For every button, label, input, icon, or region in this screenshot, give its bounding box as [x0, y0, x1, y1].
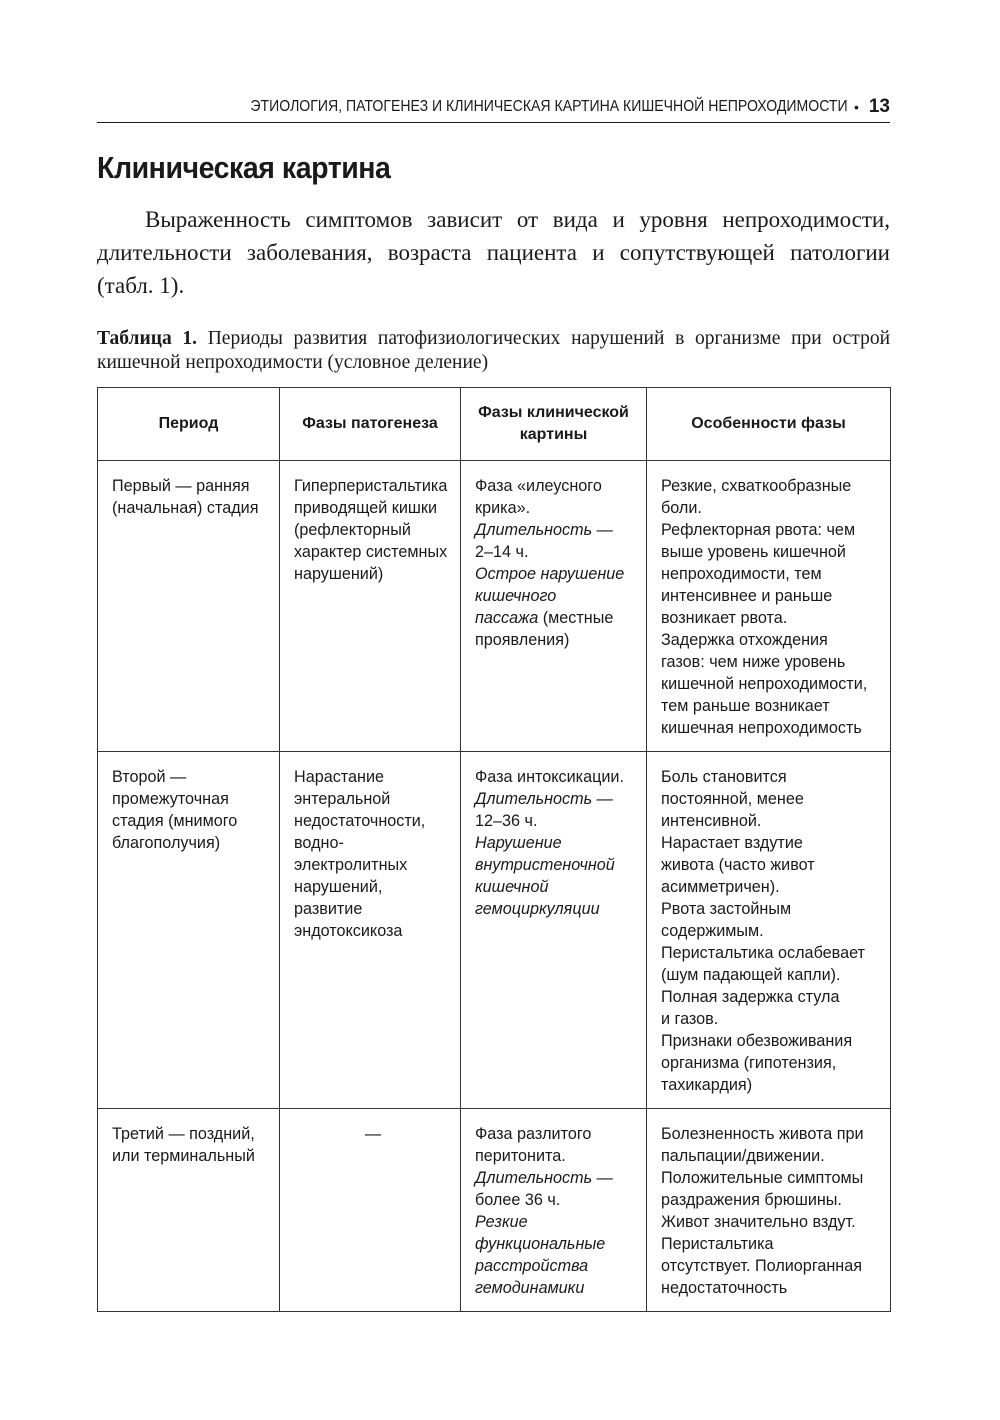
table-row	[98, 461, 891, 752]
pathogenesis-line: водно-	[294, 834, 344, 852]
period-line: или терминальный	[112, 1147, 255, 1165]
table-caption-label: Таблица 1.	[97, 328, 198, 349]
features-line: недостаточность	[661, 1279, 788, 1297]
clinical-line: более 36 ч.	[475, 1191, 561, 1209]
clinical-line: проявления)	[475, 631, 570, 649]
features-line: интенсивнее и раньше	[661, 587, 833, 605]
header-pathogenesis: Фазы патогенеза	[280, 388, 461, 461]
features-line: тахикардия)	[661, 1076, 753, 1094]
cell-clinical	[461, 461, 647, 752]
features-line: живота (часто живот	[661, 856, 815, 874]
pathogenesis-line: Гиперперистальтика	[294, 477, 448, 495]
pathogenesis-line: (рефлекторный	[294, 521, 411, 539]
period-line: стадия (мнимого	[112, 812, 238, 830]
features-line: Рефлекторная рвота: чем	[661, 521, 856, 539]
clinical-line: гемодинамики	[475, 1279, 585, 1297]
table-row	[98, 752, 891, 1109]
features-line: Болезненность живота при	[661, 1125, 864, 1143]
clinical-line: пассажа (местные	[475, 609, 614, 627]
clinical-line: крика».	[475, 499, 531, 517]
table-caption	[97, 327, 890, 375]
cell-period	[98, 752, 280, 1109]
features-line: пальпации/движении.	[661, 1147, 825, 1165]
features-line: раздражения брюшины.	[661, 1191, 842, 1209]
pathogenesis-line: недостаточности,	[294, 812, 426, 830]
table-row	[98, 1109, 891, 1312]
features-line: кишечной непроходимости,	[661, 675, 868, 693]
section-heading: Клиническая картина	[97, 150, 391, 185]
features-line: возникает рвота.	[661, 609, 788, 627]
features-line: выше уровень кишечной	[661, 543, 846, 561]
features-line: асимметричен).	[661, 878, 780, 896]
features-line: кишечная непроходимость	[661, 719, 862, 737]
running-head-title: ЭТИОЛОГИЯ, ПАТОГЕНЕЗ И КЛИНИЧЕСКАЯ КАРТИНА КИШЕЧНОЙ НЕПРОХОДИМОСТИ	[250, 98, 848, 115]
cell-period	[98, 461, 280, 752]
cell-clinical	[461, 752, 647, 1109]
clinical-line: Фаза интоксикации.	[475, 768, 624, 786]
features-line: интенсивной.	[661, 812, 762, 830]
period-line: Второй —	[112, 768, 187, 786]
clinical-line: Нарушение	[475, 834, 562, 852]
features-line: Нарастает вздутие	[661, 834, 803, 852]
page-number: 13	[868, 96, 890, 117]
pathogenesis-line: нарушений)	[294, 565, 384, 583]
intro-paragraph: Выраженность симптомов зависит от вида и уровня непроходимости, длительности заболевания, возраста пациента и сопутствующей патологии (табл. 1).	[97, 207, 890, 298]
pathogenesis-line: нарушений,	[294, 878, 383, 896]
period-line: (начальная) стадия	[112, 499, 259, 517]
features-line: тем раньше возникает	[661, 697, 830, 715]
clinical-line: Фаза разлитого	[475, 1125, 592, 1143]
cell-period	[98, 1109, 280, 1312]
clinical-line: Резкие	[475, 1213, 528, 1231]
clinical-line: Острое нарушение	[475, 565, 625, 583]
pathogenesis-line: —	[364, 1125, 382, 1143]
phases-table	[97, 387, 891, 1312]
cell-pathogenesis	[280, 752, 461, 1109]
cell-clinical	[461, 1109, 647, 1312]
features-line: Полная задержка стула	[661, 988, 840, 1006]
features-line: Признаки обезвоживания	[661, 1032, 853, 1050]
features-line: Перистальтика	[661, 1235, 774, 1253]
header-clinical: Фазы клинической картины	[461, 388, 647, 461]
header-features: Особенности фазы	[647, 388, 891, 461]
features-line: (шум падающей капли).	[661, 966, 841, 984]
features-line: Боль становится	[661, 768, 787, 786]
period-line: благополучия)	[112, 834, 221, 852]
features-line: непроходимости, тем	[661, 565, 822, 583]
clinical-line: 2–14 ч.	[475, 543, 529, 561]
pathogenesis-line: приводящей кишки	[294, 499, 437, 517]
cell-features	[647, 1109, 891, 1312]
clinical-line: функциональные	[475, 1235, 606, 1253]
pathogenesis-line: энтеральной	[294, 790, 391, 808]
pathogenesis-line: характер системных	[294, 543, 448, 561]
features-line: газов: чем ниже уровень	[661, 653, 846, 671]
features-line: содержимым.	[661, 922, 764, 940]
running-head	[97, 92, 890, 123]
pathogenesis-line: эндотоксикоза	[294, 922, 403, 940]
period-line: Третий — поздний,	[112, 1125, 255, 1143]
pathogenesis-line: электролитных	[294, 856, 408, 874]
cell-pathogenesis	[280, 461, 461, 752]
table-header-row	[98, 388, 891, 461]
features-line: постоянной, менее	[661, 790, 804, 808]
clinical-line: Длительность —	[475, 1169, 613, 1187]
clinical-line: кишечной	[475, 878, 549, 896]
features-line: Живот значительно вздут.	[661, 1213, 856, 1231]
features-line: Задержка отхождения	[661, 631, 828, 649]
features-line: организма (гипотензия,	[661, 1054, 837, 1072]
features-line: боли.	[661, 499, 702, 517]
clinical-line: перитонита.	[475, 1147, 566, 1165]
features-line: отсутствует. Полиорганная	[661, 1257, 863, 1275]
running-head-bullet: •	[853, 99, 859, 115]
features-line: Положительные симптомы	[661, 1169, 864, 1187]
features-line: Перистальтика ослабевает	[661, 944, 865, 962]
table-caption-text: Периоды развития патофизиологических нарушений в организме при острой кишечной непроходимости (условное деление)	[97, 328, 891, 373]
pathogenesis-line: Нарастание	[294, 768, 385, 786]
clinical-line: Длительность —	[475, 790, 613, 808]
clinical-line: гемоциркуляции	[475, 900, 600, 918]
features-line: Резкие, схваткообразные	[661, 477, 852, 495]
features-line: и газов.	[661, 1010, 719, 1028]
features-line: Рвота застойным	[661, 900, 792, 918]
cell-features	[647, 752, 891, 1109]
cell-pathogenesis	[280, 1109, 461, 1312]
header-period: Период	[98, 388, 280, 461]
cell-features	[647, 461, 891, 752]
clinical-line: кишечного	[475, 587, 557, 605]
clinical-line: внутристеночной	[475, 856, 615, 874]
period-line: промежуточная	[112, 790, 229, 808]
clinical-line: 12–36 ч.	[475, 812, 538, 830]
clinical-line: расстройства	[475, 1257, 589, 1275]
period-line: Первый — ранняя	[112, 477, 250, 495]
clinical-line: Фаза «илеусного	[475, 477, 602, 495]
pathogenesis-line: развитие	[294, 900, 363, 918]
clinical-line: Длительность —	[475, 521, 613, 539]
